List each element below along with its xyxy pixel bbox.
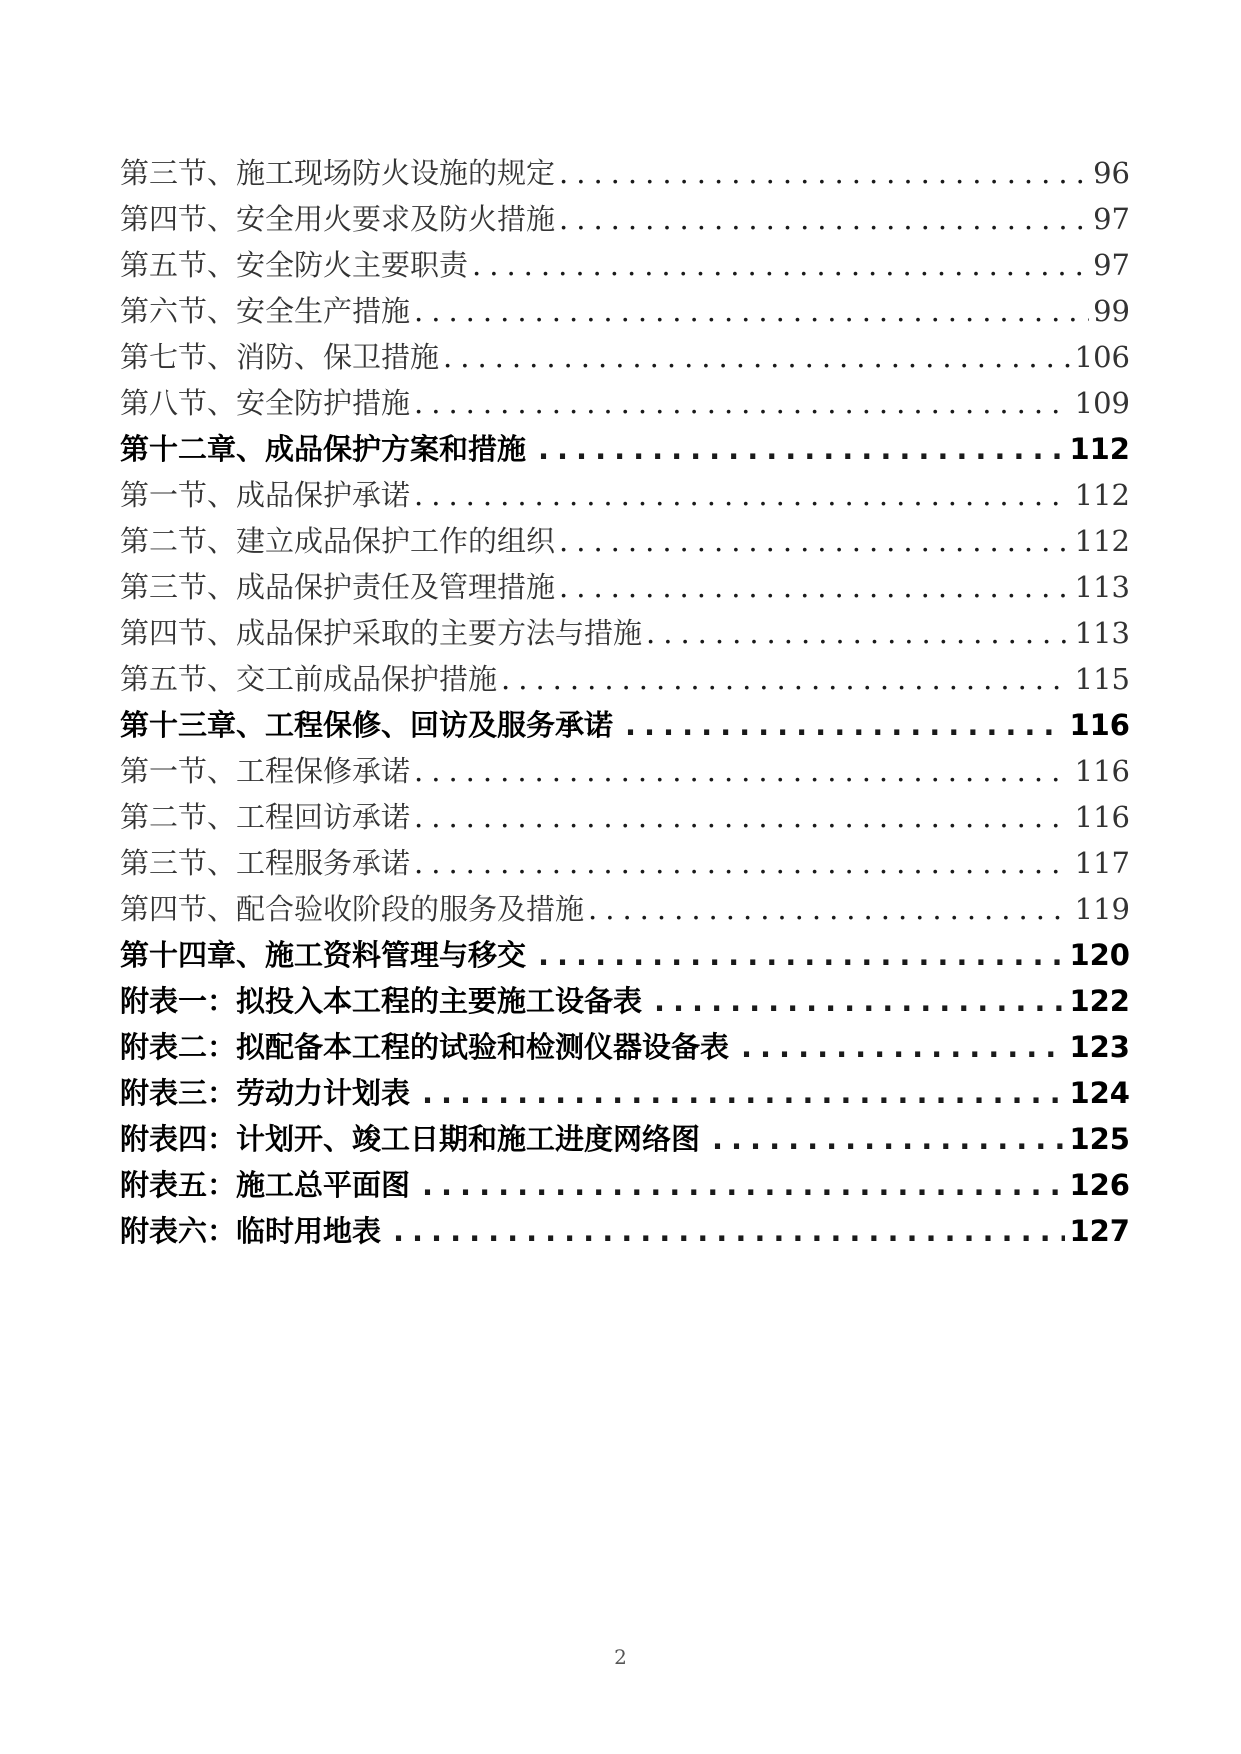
toc-dot-leader xyxy=(501,656,1071,702)
toc-entry-title: 附表二：拟配备本工程的试验和检测仪器设备表 xyxy=(120,1030,730,1064)
toc-chapter-entry[interactable] xyxy=(120,1070,1130,1116)
toc-dot-leader xyxy=(414,288,1089,334)
toc-entry-page: 116 xyxy=(1074,800,1130,834)
toc-dot-leader xyxy=(422,1162,1065,1208)
toc-dot-leader xyxy=(538,426,1065,472)
toc-dot-leader xyxy=(625,702,1065,748)
toc-section-entry[interactable] xyxy=(120,748,1130,794)
toc-entry-page: 127 xyxy=(1069,1214,1130,1248)
toc-dot-leader xyxy=(393,1208,1065,1254)
toc-entry-page: 97 xyxy=(1093,248,1130,282)
toc-entry-page: 116 xyxy=(1069,708,1130,742)
toc-section-entry[interactable] xyxy=(120,380,1130,426)
toc-section-entry[interactable] xyxy=(120,794,1130,840)
toc-entry-title: 第四节、配合验收阶段的服务及措施 xyxy=(120,892,585,926)
toc-entry-page: 119 xyxy=(1074,892,1130,926)
toc-entry-title: 第三节、工程服务承诺 xyxy=(120,846,411,880)
toc-entry-title: 附表五：施工总平面图 xyxy=(120,1168,411,1202)
toc-section-entry[interactable] xyxy=(120,610,1130,656)
toc-entry-title: 第五节、交工前成品保护措施 xyxy=(120,662,498,696)
toc-entry-title: 第三节、施工现场防火设施的规定 xyxy=(120,156,556,190)
toc-entry-title: 第二节、建立成品保护工作的组织 xyxy=(120,524,556,558)
toc-entry-title: 第五节、安全防火主要职责 xyxy=(120,248,469,282)
toc-dot-leader xyxy=(414,380,1071,426)
toc-dot-leader xyxy=(422,1070,1065,1116)
toc-entry-page: 99 xyxy=(1093,294,1130,328)
toc-entry-title: 第十三章、工程保修、回访及服务承诺 xyxy=(120,708,614,742)
toc-entry-title: 附表六：临时用地表 xyxy=(120,1214,382,1248)
toc-entry-page: 116 xyxy=(1074,754,1130,788)
toc-entry-title: 第七节、消防、保卫措施 xyxy=(120,340,440,374)
toc-dot-leader xyxy=(559,564,1071,610)
toc-entry-title: 第一节、成品保护承诺 xyxy=(120,478,411,512)
toc-section-entry[interactable] xyxy=(120,196,1130,242)
toc-chapter-entry[interactable] xyxy=(120,978,1130,1024)
toc-chapter-entry[interactable] xyxy=(120,702,1130,748)
toc-dot-leader xyxy=(414,840,1071,886)
toc-entry-title: 附表一：拟投入本工程的主要施工设备表 xyxy=(120,984,643,1018)
page-number: 2 xyxy=(614,1645,627,1669)
toc-chapter-entry[interactable] xyxy=(120,1208,1130,1254)
toc-entry-page: 124 xyxy=(1069,1076,1130,1110)
toc-section-entry[interactable] xyxy=(120,242,1130,288)
toc-entry-page: 120 xyxy=(1069,938,1130,972)
toc-entry-title: 第四节、成品保护采取的主要方法与措施 xyxy=(120,616,643,650)
toc-entry-title: 附表三：劳动力计划表 xyxy=(120,1076,411,1110)
toc-entry-page: 113 xyxy=(1074,570,1130,604)
toc-chapter-entry[interactable] xyxy=(120,932,1130,978)
toc-dot-leader xyxy=(712,1116,1065,1162)
toc-section-entry[interactable] xyxy=(120,518,1130,564)
toc-entry-title: 第十二章、成品保护方案和措施 xyxy=(120,432,527,466)
toc-section-entry[interactable] xyxy=(120,334,1130,380)
toc-dot-leader xyxy=(588,886,1071,932)
toc-entry-title: 附表四：计划开、竣工日期和施工进度网络图 xyxy=(120,1122,701,1156)
toc-chapter-entry[interactable] xyxy=(120,1162,1130,1208)
toc-entry-page: 109 xyxy=(1074,386,1130,420)
toc-dot-leader xyxy=(472,242,1089,288)
toc-entry-page: 112 xyxy=(1074,524,1130,558)
toc-entry-page: 97 xyxy=(1093,202,1130,236)
toc-entry-page: 123 xyxy=(1069,1030,1130,1064)
toc-section-entry[interactable] xyxy=(120,886,1130,932)
toc-dot-leader xyxy=(741,1024,1065,1070)
toc-section-entry[interactable] xyxy=(120,564,1130,610)
toc-entry-page: 125 xyxy=(1069,1122,1130,1156)
toc-dot-leader xyxy=(538,932,1065,978)
toc-entry-title: 第四节、安全用火要求及防火措施 xyxy=(120,202,556,236)
toc-entry-page: 96 xyxy=(1093,156,1130,190)
toc-entry-title: 第十四章、施工资料管理与移交 xyxy=(120,938,527,972)
toc-section-entry[interactable] xyxy=(120,840,1130,886)
toc-dot-leader xyxy=(443,334,1071,380)
toc-entry-page: 122 xyxy=(1069,984,1130,1018)
toc-chapter-entry[interactable] xyxy=(120,1024,1130,1070)
toc-entry-page: 106 xyxy=(1074,340,1130,374)
toc-dot-leader xyxy=(414,472,1071,518)
table-of-contents xyxy=(120,150,1130,1254)
toc-dot-leader xyxy=(414,748,1071,794)
toc-chapter-entry[interactable] xyxy=(120,1116,1130,1162)
toc-dot-leader xyxy=(414,794,1071,840)
toc-section-entry[interactable] xyxy=(120,288,1130,334)
toc-entry-page: 115 xyxy=(1074,662,1130,696)
toc-entry-title: 第八节、安全防护措施 xyxy=(120,386,411,420)
toc-dot-leader xyxy=(559,150,1089,196)
toc-entry-page: 126 xyxy=(1069,1168,1130,1202)
toc-section-entry[interactable] xyxy=(120,150,1130,196)
toc-section-entry[interactable] xyxy=(120,656,1130,702)
toc-entry-title: 第三节、成品保护责任及管理措施 xyxy=(120,570,556,604)
toc-entry-title: 第六节、安全生产措施 xyxy=(120,294,411,328)
toc-entry-page: 112 xyxy=(1074,478,1130,512)
toc-entry-page: 112 xyxy=(1069,432,1130,466)
toc-entry-title: 第二节、工程回访承诺 xyxy=(120,800,411,834)
toc-dot-leader xyxy=(654,978,1065,1024)
toc-entry-title: 第一节、工程保修承诺 xyxy=(120,754,411,788)
toc-dot-leader xyxy=(646,610,1071,656)
toc-dot-leader xyxy=(559,518,1071,564)
toc-chapter-entry[interactable] xyxy=(120,426,1130,472)
toc-section-entry[interactable] xyxy=(120,472,1130,518)
toc-entry-page: 117 xyxy=(1074,846,1130,880)
toc-entry-page: 113 xyxy=(1074,616,1130,650)
toc-dot-leader xyxy=(559,196,1089,242)
